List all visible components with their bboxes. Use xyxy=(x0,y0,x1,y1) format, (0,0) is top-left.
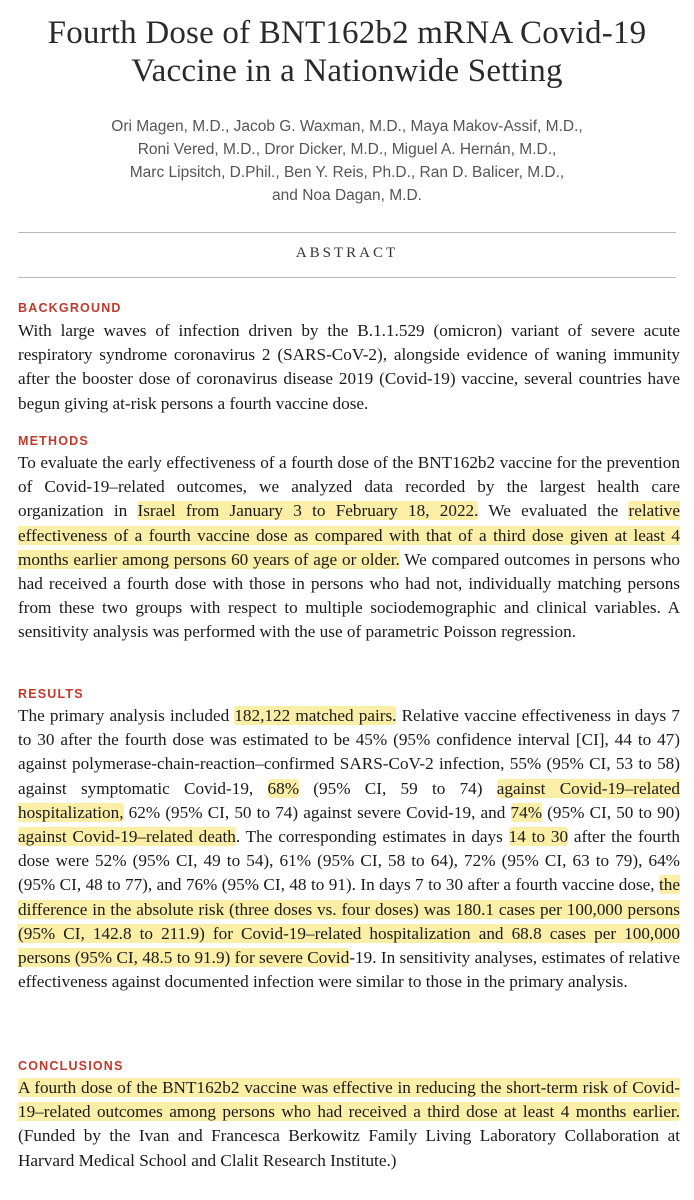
methods-text xyxy=(18,451,680,645)
results-text-6: . The corresponding estimates in days xyxy=(235,827,509,847)
results-highlight-absolute-risk: the difference in the absolute risk (three doses vs. four doses) was 180.1 cases per 100,000 persons (95% CI, 142.8 to 211.9) for Covid-19–related hospitalization and 68.8 cases per 100,000 persons (95% CI, 48.5 to 91.9) for severe Covid xyxy=(18,875,680,968)
results-text-2: Relative vaccine effectiveness in days 7 to 30 after the fourth dose was estimated to be 45% (95% confidence interval [CI], 44 to 47) against polymerase-chain-reaction–confirmed SARS-CoV-2 infection, 55% (95% CI, 53 to 58) against symptomatic Covid-19, xyxy=(18,706,680,798)
results-text-8: -19. In sensitivity analyses, estimates of relative effectiveness against documented infection were similar to those in the primary analysis. xyxy=(18,948,680,992)
abstract-top-rule xyxy=(18,232,676,233)
methods-text-1: To evaluate the early effectiveness of a fourth dose of the BNT162b2 vaccine for the prevention of Covid-19–related outcomes, we analyzed data recorded by the largest health care organization in xyxy=(18,453,680,521)
methods-highlight-dates: Israel from January 3 to February 18, 2022. xyxy=(137,501,479,521)
title-line-2: Vaccine in a Nationwide Setting xyxy=(131,53,563,89)
results-heading: RESULTS xyxy=(18,687,84,701)
background-heading: BACKGROUND xyxy=(18,301,122,315)
results-text-1: The primary analysis included xyxy=(18,706,235,725)
results-highlight-74: 74% xyxy=(510,802,543,822)
results-highlight-days: 14 to 30 xyxy=(508,827,569,847)
results-highlight-68: 68% xyxy=(267,778,300,798)
results-text xyxy=(18,704,680,994)
results-text-3: (95% CI, 59 to 74) xyxy=(299,778,497,798)
conclusions-funding: (Funded by the Ivan and Francesca Berkowitz Family Living Laboratory Collaboration at Harvard Medical School and Clalit Research Institute.) xyxy=(18,1126,680,1170)
methods-text-2: We evaluated the xyxy=(478,501,629,521)
author-line: and Noa Dagan, M.D. xyxy=(272,187,422,204)
methods-text-3: We compared outcomes in persons who had received a fourth dose with those in persons who had not, individually matching persons from these two groups with respect to multiple sociodemographic and clinical variables. A sensitivity analysis was performed with the use of parametric Poisson regression. xyxy=(18,549,681,642)
results-highlight-hospitalization: against Covid-19–related hospitalization, xyxy=(18,778,680,822)
author-line: Roni Vered, M.D., Dror Dicker, M.D., Miguel A. Hernán, M.D., xyxy=(137,141,557,158)
abstract-label: ABSTRACT xyxy=(295,245,399,261)
conclusions-heading: CONCLUSIONS xyxy=(18,1059,124,1073)
results-highlight-pairs: 182,122 matched pairs. xyxy=(234,706,397,725)
background-text: With large waves of infection driven by the B.1.1.529 (omicron) variant of severe acute respiratory syndrome coronavirus 2 (SARS-CoV-2), alongside evidence of waning immunity after the booster dose of coronavirus disease 2019 (Covid-19) vaccine, several countries have begun giving at-risk persons a fourth vaccine dose. xyxy=(18,321,680,413)
results-text-7: after the fourth dose were 52% (95% CI, 49 to 54), 61% (95% CI, 58 to 64), 72% (95% CI, 63 to 79), 64% (95% CI, 48 to 77), and 76% (95% CI, 48 to 91). In days 7 to 30 after a fourth vaccine dose, xyxy=(18,827,680,895)
conclusions-highlight: A fourth dose of the BNT162b2 vaccine was effective in reducing the short-term risk of Covid-19–related outcomes among persons who had received a third dose at least 4 months earlier. xyxy=(18,1078,680,1122)
results-highlight-death: against Covid-19–related death xyxy=(18,827,236,847)
methods-heading: METHODS xyxy=(18,434,89,448)
results-text-4: 62% (95% CI, 50 to 74) against severe Covid-19, and xyxy=(123,802,511,822)
conclusions-text xyxy=(18,1076,680,1173)
title-line-1: Fourth Dose of BNT162b2 mRNA Covid-19 xyxy=(47,15,647,51)
methods-highlight-design: relative effectiveness of a fourth vaccine dose as compared with that of a third dose given at least 4 months earlier among persons 60 years of age or older. xyxy=(18,501,680,569)
author-line: Ori Magen, M.D., Jacob G. Waxman, M.D., Maya Makov-Assif, M.D., xyxy=(111,118,583,135)
results-text-5: (95% CI, 50 to 90) xyxy=(542,802,680,822)
author-list xyxy=(0,115,694,207)
abstract-bottom-rule xyxy=(18,277,676,278)
article-title xyxy=(0,14,694,90)
author-line: Marc Lipsitch, D.Phil., Ben Y. Reis, Ph.D., Ran D. Balicer, M.D., xyxy=(129,164,565,181)
